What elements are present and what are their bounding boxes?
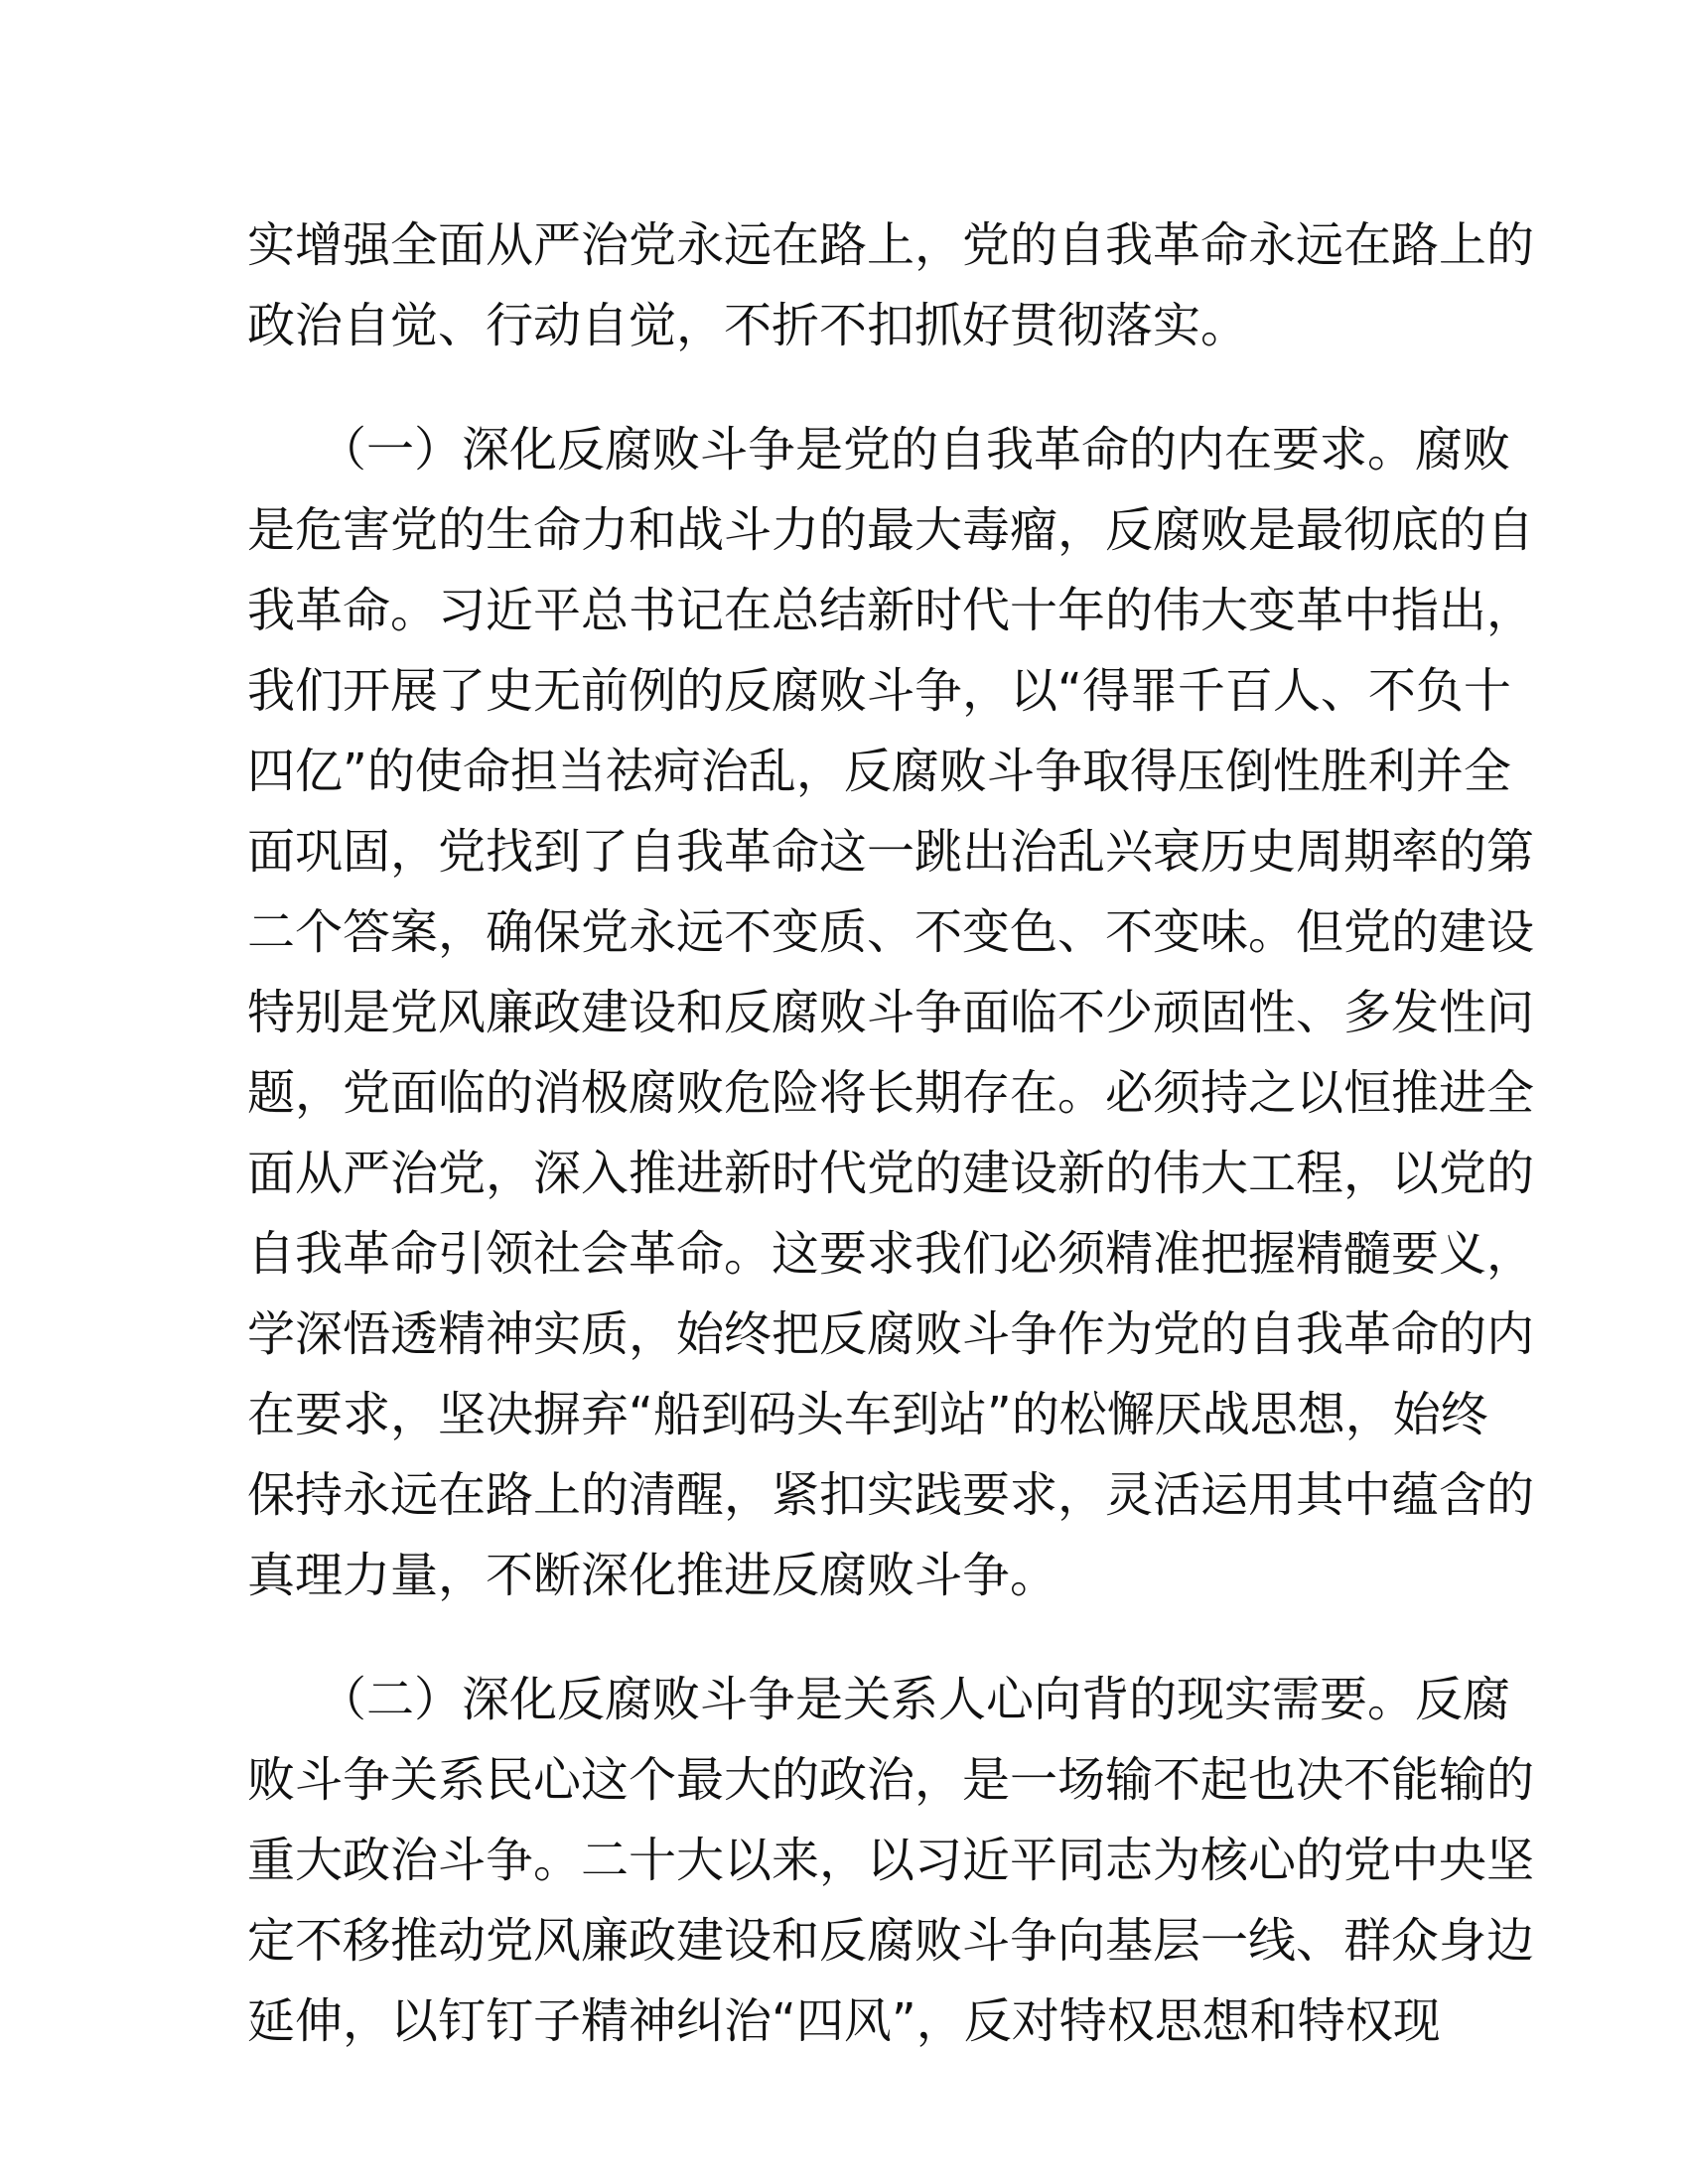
text-line: 政治自觉、行动自觉，不折不扣抓好贯彻落实。	[247, 298, 1249, 353]
text-line: 学深悟透精神实质，始终把反腐败斗争作为党的自我革命的内	[247, 1306, 1535, 1362]
text-line: 保持永远在路上的清醒，紧扣实践要求，灵活运用其中蕴含的	[247, 1467, 1535, 1523]
text-line: 败斗争关系民心这个最大的政治，是一场输不起也决不能输的	[247, 1752, 1535, 1808]
text-line: 我们开展了史无前例的反腐败斗争，以“得罪千百人、不负十	[247, 663, 1511, 719]
text-line: 延伸，以钉钉子精神纠治“四风”，反对特权思想和特权现	[247, 1993, 1441, 2049]
text-line: 重大政治斗争。二十大以来，以习近平同志为核心的党中央坚	[247, 1833, 1535, 1888]
text-line: 四亿”的使命担当祛疴治乱，反腐败斗争取得压倒性胜利并全	[247, 744, 1511, 799]
text-line: 在要求，坚决摒弃“船到码头车到站”的松懈厌战思想，始终	[247, 1387, 1488, 1442]
paragraph-section-2	[247, 1660, 1535, 2062]
body-text	[247, 205, 1535, 2062]
text-line: 定不移推动党风廉政建设和反腐败斗争向基层一线、群众身边	[247, 1913, 1535, 1969]
text-line: 自我革命引领社会革命。这要求我们必须精准把握精髓要义，	[247, 1226, 1535, 1282]
paragraph-gap	[247, 366, 1439, 410]
text-line: 实增强全面从严治党永远在路上，党的自我革命永远在路上的	[247, 217, 1535, 273]
text-line: 是危害党的生命力和战斗力的最大毒瘤，反腐败是最彻底的自	[247, 502, 1535, 558]
text-line: 真理力量，不断深化推进反腐败斗争。	[247, 1548, 1058, 1603]
text-line: 二个答案，确保党永远不变质、不变色、不变味。但党的建设	[247, 904, 1535, 960]
paragraph-section-1	[247, 410, 1535, 1616]
paragraph-gap	[247, 1616, 1439, 1660]
text-line: 题，党面临的消极腐败危险将长期存在。必须持之以恒推进全	[247, 1065, 1535, 1121]
text-line: 面从严治党，深入推进新时代党的建设新的伟大工程，以党的	[247, 1146, 1535, 1201]
text-line: 面巩固，党找到了自我革命这一跳出治乱兴衰历史周期率的第	[247, 824, 1535, 880]
text-line: 特别是党风廉政建设和反腐败斗争面临不少顽固性、多发性问	[247, 985, 1535, 1040]
paragraph-continuation	[247, 205, 1535, 366]
text-line: （一）深化反腐败斗争是党的自我革命的内在要求。腐败	[247, 422, 1511, 478]
text-line: 我革命。习近平总书记在总结新时代十年的伟大变革中指出，	[247, 583, 1535, 638]
text-line: （二）深化反腐败斗争是关系人心向背的现实需要。反腐	[247, 1672, 1511, 1727]
